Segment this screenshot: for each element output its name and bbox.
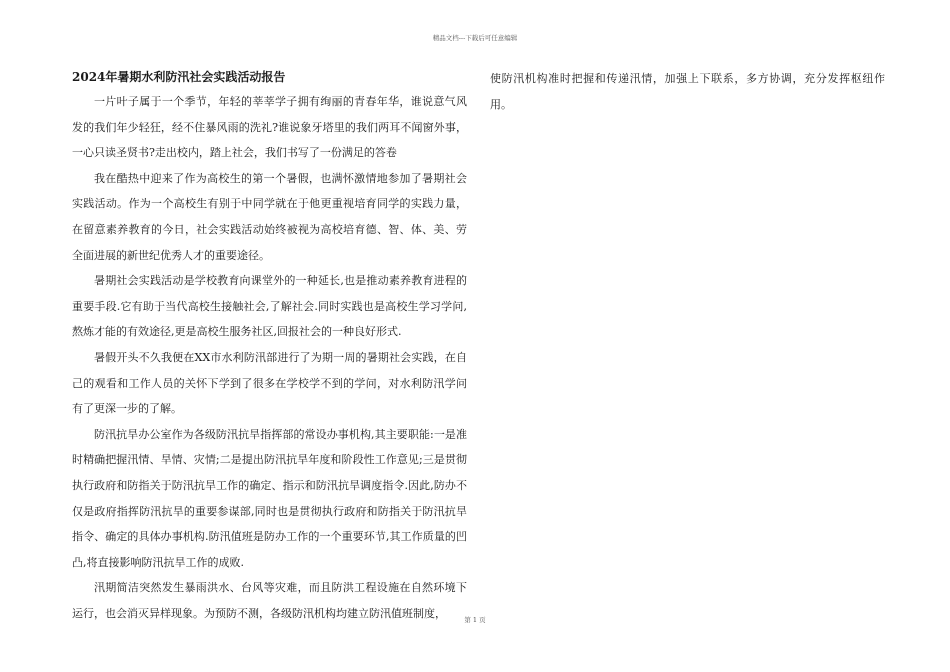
paragraph: 防汛抗旱办公室作为各级防汛抗旱指挥部的常设办事机构,其主要职能:一是准时精确把握汛情、旱情、灾情;二是提出防汛抗旱年度和阶段性工作意见;三是贯彻执行政府和防指关于防汛抗旱工作的确定、指示和防汛抗旱调度指令.因此,防办不仅是政府指挥防汛抗旱的重要参谋部,同时也是贯彻执行政府和防指关于防汛抗旱指令、确定的具体办事机构.防汛值班是防办工作的一个重要环节,其工作质量的凹凸,将直接影响防汛抗旱工作的成败. — [72, 427, 467, 569]
document-title: 2024年暑期水利防汛社会实践活动报告 — [72, 70, 286, 84]
left-column — [72, 66, 467, 626]
page-header: 精品文档---下载后可任意编辑 — [432, 34, 518, 42]
paragraph: 汛期简洁突然发生暴雨洪水、台风等灾难，而且防洪工程设施在自然环境下运行，也会消灭异样现象。为预防不测，各级防汛机构均建立防汛值班制度， — [72, 581, 467, 620]
right-column — [490, 66, 885, 117]
paragraph: 暑期社会实践活动是学校教育向课堂外的一种延长,也是推动素养教育进程的重要手段.它有助于当代高校生接触社会,了解社会.同时实践也是高校生学习学问,熬炼才能的有效途径,更是高校生服务社区,回报社会的一种良好形式. — [72, 274, 467, 339]
page-number: 第 1 页 — [464, 616, 486, 624]
paragraph: 使防汛机构准时把握和传递汛情，加强上下联系，多方协调，充分发挥枢纽作用。 — [490, 72, 885, 111]
paragraph: 暑假开头不久我便在XX市水利防汛部进行了为期一周的暑期社会实践，在自己的观看和工作人员的关怀下学到了很多在学校学不到的学问，对水利防汛学问有了更深一步的了解。 — [72, 350, 467, 416]
paragraph: 我在酷热中迎来了作为高校生的第一个暑假，也满怀激情地参加了暑期社会实践活动。作为一个高校生有别于中同学就在于他更重视培育同学的实践力量，在留意素养教育的今日，社会实践活动始终被视为高校培育德、智、体、美、劳全面进展的新世纪优秀人才的重要途径。 — [72, 171, 467, 262]
paragraph: 一片叶子属于一个季节，年轻的莘莘学子拥有绚丽的青春年华，谁说意气风发的我们年少轻狂，经不住暴风雨的洗礼?谁说象牙塔里的我们两耳不闻窗外事，一心只读圣贤书?走出校内，踏上社会，我们书写了一份满足的答卷 — [72, 95, 467, 160]
